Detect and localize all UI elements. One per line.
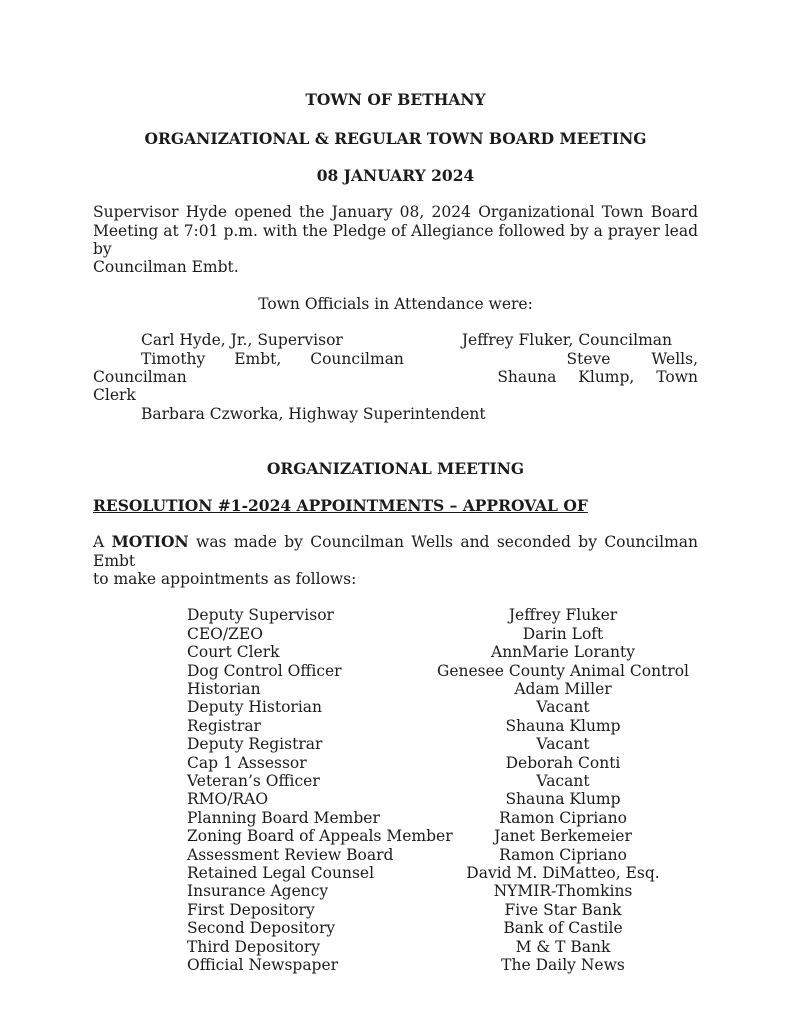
motion-line	[93, 533, 698, 570]
attendance-line	[93, 405, 698, 423]
appointments-list	[93, 606, 698, 974]
appointment-row	[93, 864, 698, 882]
attendance-line	[93, 368, 698, 386]
attendance-line	[93, 331, 698, 349]
opening-line: Councilman Embt.	[93, 258, 239, 277]
attendance-heading: Town Officials in Attendance were:	[258, 294, 533, 313]
motion-prefix: A	[93, 533, 105, 552]
motion-paragraph	[93, 533, 698, 588]
appointment-position: Retained Legal Counsel	[187, 864, 375, 882]
appointment-appointee: Genesee County Animal Control	[436, 661, 690, 680]
appointment-position: Zoning Board of Appeals Member	[187, 827, 453, 846]
appointment-row	[93, 662, 698, 680]
appointment-position: Registrar	[187, 716, 261, 735]
motion-keyword: MOTION	[111, 532, 189, 552]
appointment-appointee: Vacant	[536, 698, 590, 717]
appointment-appointee: Bank of Castile	[503, 919, 623, 938]
attendance-line	[93, 386, 698, 404]
appointment-appointee: Adam Miller	[514, 679, 612, 698]
attendee-left: Councilman	[93, 368, 187, 387]
appointment-appointee: Ramon Cipriano	[499, 808, 627, 827]
appointment-appointee: David M. DiMatteo, Esq.	[466, 864, 660, 882]
appointment-row	[93, 717, 698, 735]
appointment-row	[93, 938, 698, 956]
appointment-position: Planning Board Member	[187, 808, 380, 827]
appointment-appointee: AnnMarie Loranty	[491, 643, 635, 662]
appointment-appointee: Vacant	[536, 735, 590, 754]
appointment-position: Historian	[187, 679, 261, 698]
attendee-left: Carl Hyde, Jr., Supervisor	[141, 331, 343, 350]
attendee-right: Steve Wells,	[566, 349, 698, 368]
meeting-date: 08 JANUARY 2024	[316, 165, 475, 185]
appointment-position: Deputy Registrar	[187, 735, 323, 754]
motion-line: to make appointments as follows:	[93, 569, 357, 588]
resolution-heading: RESOLUTION #1-2024 APPOINTMENTS – APPROVAL OF	[93, 495, 588, 515]
attendee-left: Clerk	[93, 386, 136, 405]
opening-line: Meeting at 7:01 p.m. with the Pledge of Allegiance followed by a prayer lead by	[93, 221, 698, 259]
appointment-appointee: Vacant	[536, 771, 590, 790]
appointment-row	[93, 809, 698, 827]
appointment-position: Deputy Supervisor	[187, 606, 334, 625]
opening-paragraph	[93, 203, 698, 277]
appointment-position: Official Newspaper	[187, 956, 339, 975]
appointment-position: Court Clerk	[187, 643, 280, 662]
opening-line: Supervisor Hyde opened the January 08, 2024 Organizational Town Board	[93, 203, 698, 222]
appointment-position: Third Depository	[187, 937, 321, 956]
appointment-appointee: The Daily News	[501, 956, 625, 975]
motion-rest: was made by Councilman Wells and seconded by Councilman Embt	[93, 533, 698, 570]
appointment-row	[93, 643, 698, 661]
appointment-position: Second Depository	[187, 919, 336, 938]
appointment-position: Deputy Historian	[187, 698, 322, 717]
appointment-position: Veteran’s Officer	[187, 771, 320, 790]
attendee-left: Barbara Czworka, Highway Superintendent	[141, 404, 486, 423]
appointment-position: Dog Control Officer	[187, 661, 342, 680]
appointment-appointee: M & T Bank	[515, 937, 611, 956]
appointment-appointee: NYMIR-Thomkins	[493, 882, 633, 901]
appointment-appointee: Darin Loft	[522, 624, 604, 643]
appointment-position: Insurance Agency	[187, 882, 329, 901]
appointment-row	[93, 680, 698, 698]
appointment-position: Assessment Review Board	[187, 845, 394, 864]
appointment-position: First Depository	[187, 900, 315, 919]
attendance-line	[93, 350, 698, 368]
attendee-left: Timothy Embt, Councilman	[141, 349, 404, 368]
appointment-row	[93, 625, 698, 643]
appointment-row	[93, 919, 698, 937]
meeting-subtitle: ORGANIZATIONAL & REGULAR TOWN BOARD MEETING	[144, 129, 647, 149]
section-heading-organizational-meeting: ORGANIZATIONAL MEETING	[266, 459, 525, 479]
appointment-appointee: Ramon Cipriano	[499, 845, 627, 864]
appointment-row	[93, 882, 698, 900]
appointment-appointee: Deborah Conti	[505, 753, 621, 772]
attendee-right: Shauna Klump, Town	[497, 368, 698, 387]
appointment-appointee: Janet Berkemeier	[494, 827, 632, 846]
appointment-row	[93, 698, 698, 716]
appointment-row	[93, 790, 698, 808]
appointment-row	[93, 606, 698, 624]
appointment-row	[93, 956, 698, 974]
appointment-appointee: Jeffrey Fluker	[508, 606, 618, 625]
appointment-row	[93, 901, 698, 919]
appointment-appointee: Shauna Klump	[505, 790, 621, 809]
attendance-list	[93, 331, 698, 423]
appointment-appointee: Shauna Klump	[505, 716, 621, 735]
appointment-position: CEO/ZEO	[187, 624, 263, 643]
attendee-right: Jeffrey Fluker, Councilman	[461, 331, 672, 350]
meeting-title: TOWN OF BETHANY	[305, 90, 486, 109]
appointment-position: RMO/RAO	[187, 790, 269, 809]
appointment-appointee: Five Star Bank	[504, 900, 622, 919]
appointment-row	[93, 827, 698, 845]
appointment-row	[93, 735, 698, 753]
appointment-position: Cap 1 Assessor	[187, 753, 307, 772]
appointment-row	[93, 754, 698, 772]
appointment-row	[93, 772, 698, 790]
appointment-row	[93, 846, 698, 864]
